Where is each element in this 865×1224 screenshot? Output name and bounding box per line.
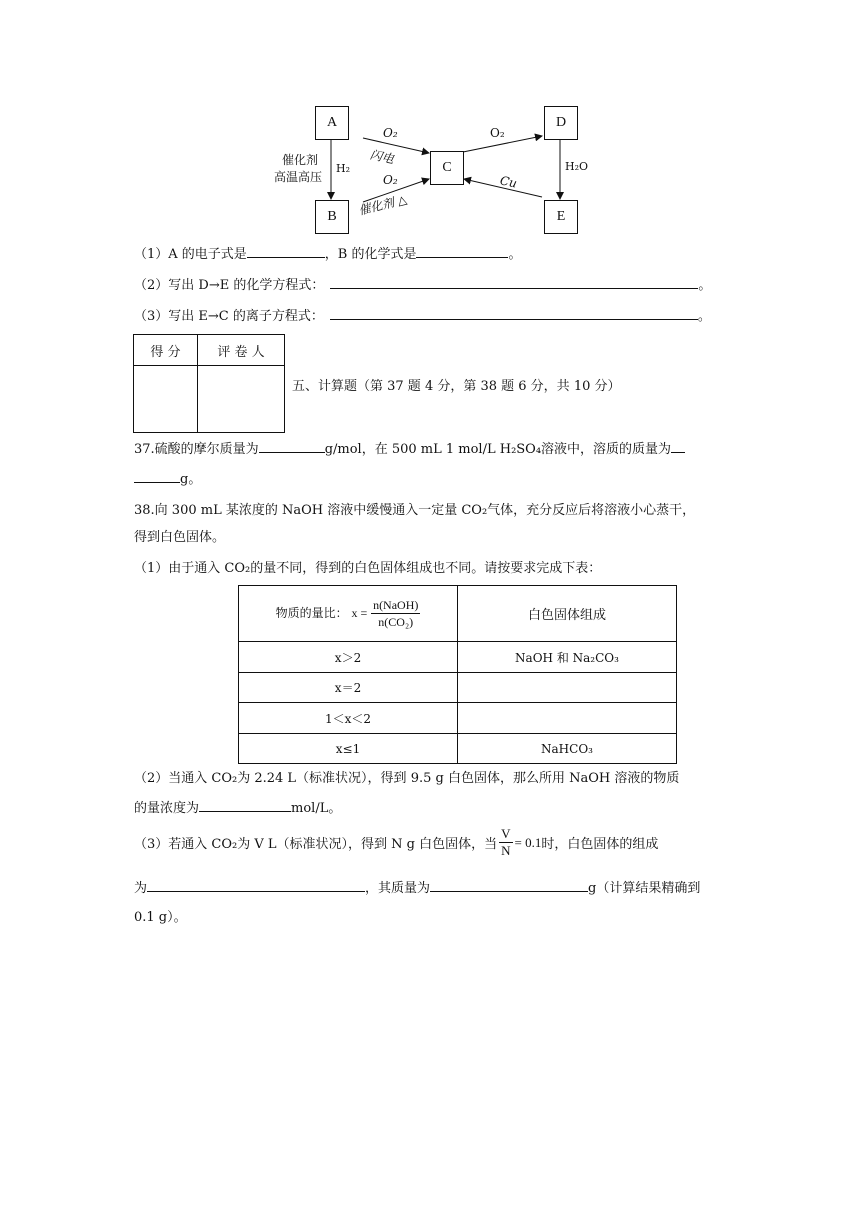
label-ac-lightning: 闪电 (368, 147, 396, 167)
node-d: D (544, 106, 578, 140)
row2-composition[interactable] (458, 673, 677, 703)
row3-composition[interactable] (458, 703, 677, 734)
row3-ratio: 1＜x＜2 (239, 703, 458, 734)
ratio-fraction: $\frac{\text{n(NaOH)}}{\text{n(CO₂)}}$ (373, 598, 419, 629)
blank-solid-composition[interactable] (147, 879, 365, 892)
node-c: C (430, 151, 464, 185)
ratio-header: 物质的量比： x = $\frac{\text{n(NaOH)}}{\text{n(CO₂)}}$ (239, 586, 458, 642)
row1-ratio: x＞2 (239, 642, 458, 673)
blank-e-c-equation[interactable] (330, 307, 698, 320)
row4-ratio: x≤1 (239, 734, 458, 764)
section-title: 五、计算题（第 37 题 4 分，第 38 题 6 分，共 10 分） (292, 379, 621, 394)
blank-d-e-equation[interactable] (330, 276, 698, 289)
grader-cell[interactable] (198, 366, 285, 433)
blank-b-formula[interactable] (416, 245, 508, 258)
label-bc-catalyst: 催化剂 △ (357, 192, 409, 218)
row1-composition: NaOH 和 Na₂CO₃ (458, 642, 677, 673)
score-cell[interactable] (134, 366, 198, 433)
composition-header: 白色固体组成 (458, 586, 677, 642)
sub3-line1: （3）若通入 CO₂为 V L（标准状况），得到 N g 白色固体，当 $\frac{V}{N}$ = 0.1 时，白色固体的组成 (134, 826, 659, 858)
row4-composition: NaHCO₃ (458, 734, 677, 764)
label-bc-o2: O₂ (383, 173, 398, 187)
grader-header: 评 卷 人 (198, 335, 285, 366)
composition-table (238, 585, 677, 764)
label-ab-conditions: 高温高压 (274, 170, 323, 184)
v-over-n-fraction: $\frac{V}{N}$ (501, 826, 511, 858)
label-ac-o2: O₂ (383, 126, 398, 140)
question-38-line1: 38.向 300 mL 某浓度的 NaOH 溶液中缓慢通入一定量 CO₂气体，充分反应后将溶液小心蒸干， (134, 503, 696, 518)
node-b: B (315, 200, 349, 234)
label-de-h2o: H₂O (565, 160, 589, 173)
blank-solute-mass-start[interactable] (671, 440, 685, 453)
question-37-line2: g。 (134, 468, 201, 487)
question-38-sub1: （1）由于通入 CO₂的量不同，得到的白色固体组成也不同。请按要求完成下表： (134, 561, 602, 576)
question-2: （2）写出 D→E 的化学方程式： 。 (134, 278, 712, 293)
label-cd-o2: O₂ (490, 126, 505, 140)
label-ab-catalyst: 催化剂 (282, 153, 319, 167)
sub2-line2: 的量浓度为 mol/L。 (134, 801, 342, 816)
question-1: （1）A 的电子式是 ，B 的化学式是 。 (134, 247, 522, 262)
blank-naoh-concentration[interactable] (199, 799, 291, 812)
node-e: E (544, 200, 578, 234)
score-header: 得 分 (134, 335, 198, 366)
sub3-line3: 0.1 g）。 (134, 910, 187, 925)
blank-a-electron-formula[interactable] (247, 245, 325, 258)
blank-molar-mass[interactable] (259, 440, 325, 453)
sub3-line2: 为 ，其质量为 g（计算结果精确到 (134, 881, 701, 896)
blank-solid-mass[interactable] (430, 879, 588, 892)
row2-ratio: x＝2 (239, 673, 458, 703)
label-ec-cu: Cu (498, 173, 519, 191)
reaction-diagram (270, 100, 600, 235)
label-ab-h2: H₂ (336, 162, 351, 175)
blank-solute-mass[interactable] (134, 470, 180, 483)
question-37: 37.硫酸的摩尔质量为 g/mol，在 500 mL 1 mol/L H₂SO₄溶液中，溶质的质量为 (134, 438, 685, 457)
sub2-line1: （2）当通入 CO₂为 2.24 L（标准状况），得到 9.5 g 白色固体，那么所用 NaOH 溶液的物质 (134, 771, 680, 786)
question-38-line2: 得到白色固体。 (134, 530, 226, 545)
score-table (133, 334, 285, 433)
node-a: A (315, 106, 349, 140)
question-3: （3）写出 E→C 的离子方程式： 。 (134, 309, 711, 324)
